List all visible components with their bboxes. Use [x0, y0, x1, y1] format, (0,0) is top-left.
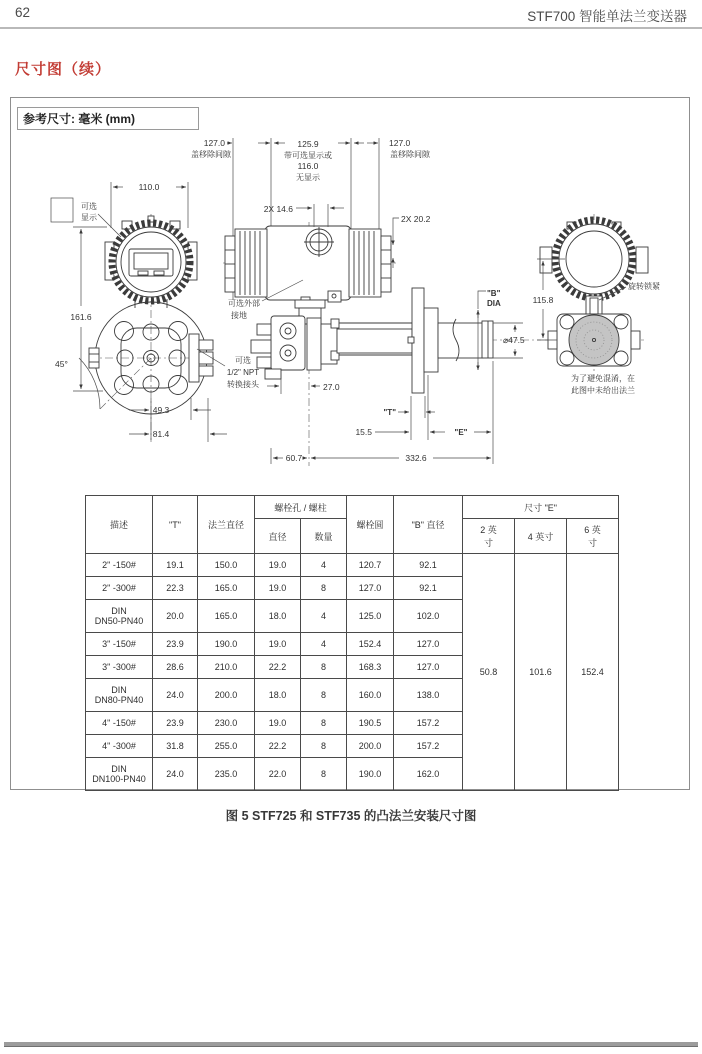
- cell-desc: DIN DN80-PN40: [86, 679, 153, 712]
- cell-b: 127.0: [394, 656, 463, 679]
- cell-t: 19.1: [153, 554, 198, 577]
- col-header-diameter: 直径: [255, 519, 301, 554]
- label-ground-1: 可选外部: [228, 299, 260, 308]
- label-optional-display-1: 可选: [81, 202, 97, 211]
- cell-qty: 8: [301, 735, 347, 758]
- cell-qty: 8: [301, 577, 347, 600]
- label-with-display: 带可选显示或: [284, 151, 332, 160]
- figure-caption: 图 5 STF725 和 STF735 的凸法兰安装尺寸图: [225, 809, 477, 823]
- cell-qty: 4: [301, 554, 347, 577]
- rear-view: [540, 214, 648, 378]
- cell-circle: 190.0: [347, 758, 394, 791]
- cell-dia: 22.0: [255, 758, 301, 791]
- cell-flange: 150.0: [198, 554, 255, 577]
- label-b-dia-2: DIA: [487, 299, 501, 308]
- cell-circle: 152.4: [347, 633, 394, 656]
- cell-dia: 19.0: [255, 577, 301, 600]
- cell-desc: 4" -150#: [86, 712, 153, 735]
- label-npt-3: 转换接头: [227, 380, 259, 389]
- col-header-b-diameter: "B" 直径: [394, 496, 463, 554]
- cell-flange: 190.0: [198, 633, 255, 656]
- cell-b: 138.0: [394, 679, 463, 712]
- table-row: [86, 554, 619, 577]
- cell-dia: 19.0: [255, 554, 301, 577]
- cell-dia: 19.0: [255, 633, 301, 656]
- cell-desc: DIN DN100-PN40: [86, 758, 153, 791]
- cell-desc: 3" -150#: [86, 633, 153, 656]
- col-header-bolt-circle: 螺栓圆: [347, 496, 394, 554]
- note-no-flange-2: 此图中未给出法兰: [571, 386, 635, 395]
- label-cover-clearance-left: 盖移除间隙: [191, 150, 231, 159]
- label-no-display: 无显示: [296, 173, 320, 182]
- dim-60-7: 60.7: [285, 453, 303, 463]
- dimension-drawing: [11, 126, 689, 494]
- col-header-description: 描述: [86, 496, 153, 554]
- dim-49-81-lines: [129, 398, 227, 442]
- cell-circle: 125.0: [347, 600, 394, 633]
- page-footer-rule: [4, 1042, 698, 1047]
- front-view: [79, 214, 215, 442]
- dim-15-5: 15.5: [355, 427, 372, 437]
- cell-qty: 8: [301, 656, 347, 679]
- cell-flange: 165.0: [198, 600, 255, 633]
- header-rule: [0, 27, 702, 29]
- cell-flange: 255.0: [198, 735, 255, 758]
- dim-127-left: 127.0: [203, 138, 225, 148]
- col-header-e4: 4 英寸: [515, 519, 567, 554]
- dim-47-5: ⌀47.5: [503, 335, 525, 345]
- cell-dia: 22.2: [255, 735, 301, 758]
- note-no-flange-1: 为了避免混淆，在: [571, 374, 635, 383]
- cell-t: 24.0: [153, 679, 198, 712]
- cell-b: 92.1: [394, 554, 463, 577]
- doc-title: STF700 智能单法兰变送器: [527, 9, 687, 24]
- label-optional-display-2: 显示: [81, 213, 97, 222]
- cell-t: 20.0: [153, 600, 198, 633]
- cell-t: 23.9: [153, 633, 198, 656]
- cell-t: 23.9: [153, 712, 198, 735]
- cell-qty: 4: [301, 600, 347, 633]
- label-npt-1: 可选: [235, 356, 251, 365]
- flange-dimension-table: [85, 495, 619, 791]
- cell-circle: 127.0: [347, 577, 394, 600]
- col-header-t: "T": [153, 496, 198, 554]
- cell-qty: 8: [301, 712, 347, 735]
- col-header-flange-diameter: 法兰直径: [198, 496, 255, 554]
- dim-81-4: 81.4: [152, 429, 170, 439]
- label-b-dia-1: "B": [487, 289, 501, 298]
- label-cover-clearance-right: 盖移除间隙: [390, 150, 430, 159]
- cell-dia: 18.0: [255, 600, 301, 633]
- cell-dia: 22.2: [255, 656, 301, 679]
- cell-e2: 50.8: [463, 554, 515, 791]
- dim-332-6: 332.6: [405, 453, 427, 463]
- col-header-bolt-hole-stud: 螺栓孔 / 螺柱: [255, 496, 347, 519]
- cell-e6: 152.4: [567, 554, 619, 791]
- empty-callout-box: [51, 198, 73, 222]
- dim-115-8: 115.8: [532, 295, 554, 305]
- col-header-quantity: 数量: [301, 519, 347, 554]
- table-header-row-1: [86, 496, 619, 519]
- cell-b: 127.0: [394, 633, 463, 656]
- cell-b: 157.2: [394, 735, 463, 758]
- cell-b: 162.0: [394, 758, 463, 791]
- dim-t: "T": [383, 408, 396, 417]
- cell-t: 24.0: [153, 758, 198, 791]
- cell-b: 102.0: [394, 600, 463, 633]
- cell-b: 92.1: [394, 577, 463, 600]
- cell-flange: 200.0: [198, 679, 255, 712]
- dim-49-3: 49.3: [152, 405, 170, 415]
- cell-t: 28.6: [153, 656, 198, 679]
- dim-60-332-lines: [271, 448, 491, 464]
- cell-qty: 8: [301, 758, 347, 791]
- dim-125-9: 125.9: [297, 139, 319, 149]
- dim-45: 45°: [55, 359, 68, 369]
- dim-14-6-lines: [296, 204, 344, 227]
- label-rotation-lock: 旋转锁紧: [628, 282, 660, 291]
- cell-flange: 165.0: [198, 577, 255, 600]
- dim-2x14-6: 2X 14.6: [263, 204, 293, 214]
- dim-161-6: 161.6: [70, 312, 92, 322]
- col-header-e2: 2 英 寸: [463, 519, 515, 554]
- cell-t: 22.3: [153, 577, 198, 600]
- cell-circle: 168.3: [347, 656, 394, 679]
- cell-desc: 4" -300#: [86, 735, 153, 758]
- cell-desc: DIN DN50-PN40: [86, 600, 153, 633]
- cell-e4: 101.6: [515, 554, 567, 791]
- dim-110: 110.0: [138, 182, 160, 192]
- cell-desc: 3" -300#: [86, 656, 153, 679]
- page-header: [15, 5, 687, 25]
- col-header-e6: 6 英 寸: [567, 519, 619, 554]
- cell-dia: 19.0: [255, 712, 301, 735]
- dim-2x20-2: 2X 20.2: [401, 214, 431, 224]
- dim-27: 27.0: [323, 382, 340, 392]
- label-ground-2: 接地: [231, 311, 247, 320]
- dim-116: 116.0: [297, 161, 319, 171]
- cell-flange: 230.0: [198, 712, 255, 735]
- figure-frame: [10, 97, 690, 790]
- cell-b: 157.2: [394, 712, 463, 735]
- cell-circle: 200.0: [347, 735, 394, 758]
- cell-circle: 190.5: [347, 712, 394, 735]
- dim-127-right: 127.0: [389, 138, 411, 148]
- section-title: 尺寸图（续）: [15, 61, 112, 78]
- cell-circle: 160.0: [347, 679, 394, 712]
- cell-flange: 235.0: [198, 758, 255, 791]
- cell-qty: 4: [301, 633, 347, 656]
- dim-e: "E": [454, 428, 468, 437]
- label-npt-2: 1/2" NPT: [226, 368, 260, 377]
- dim-20-2-lines: [393, 218, 399, 268]
- cell-t: 31.8: [153, 735, 198, 758]
- cell-desc: 2" -150#: [86, 554, 153, 577]
- cell-flange: 210.0: [198, 656, 255, 679]
- cell-dia: 18.0: [255, 679, 301, 712]
- cell-qty: 8: [301, 679, 347, 712]
- cell-desc: 2" -300#: [86, 577, 153, 600]
- page-number: 62: [15, 5, 31, 20]
- reference-units-note: 参考尺寸: 毫米 (mm): [17, 107, 199, 130]
- cell-circle: 120.7: [347, 554, 394, 577]
- col-header-size-e: 尺寸 "E": [463, 496, 619, 519]
